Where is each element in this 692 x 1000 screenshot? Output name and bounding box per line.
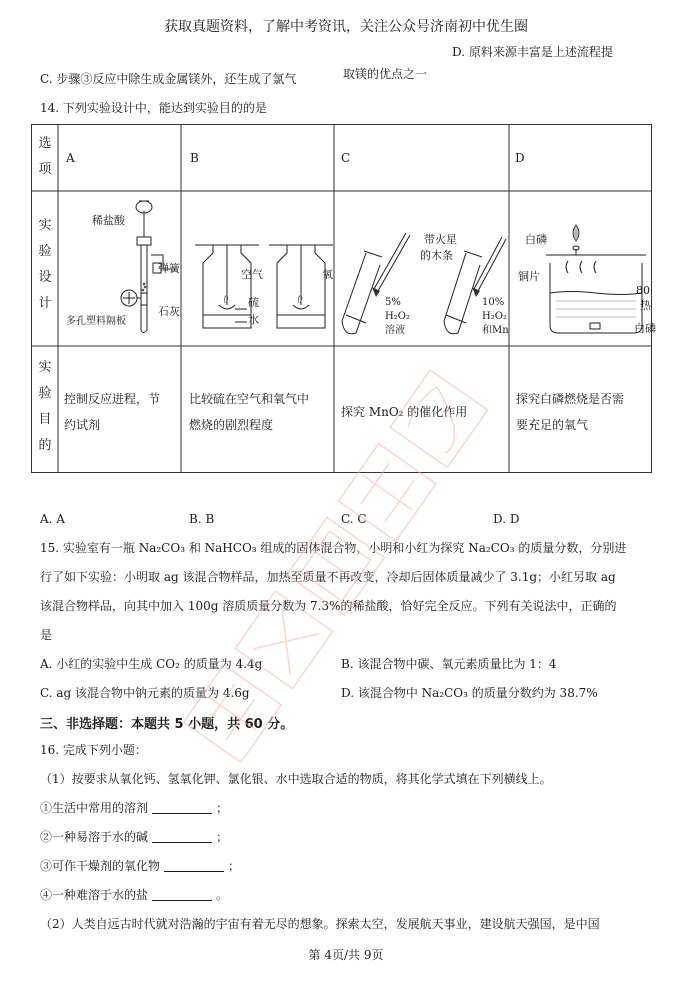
purpose-a-line1: 控制反应进程，节	[64, 392, 161, 406]
diagram-a-label-plate: 多孔塑料隔板	[66, 316, 126, 327]
q14-header-label: 选项	[38, 136, 52, 177]
diagram-d-label-copper: 铜片	[518, 270, 540, 283]
q16-blank-4	[40, 888, 228, 903]
diagram-b-label-water: 水	[248, 313, 259, 326]
diagram-d-label-phosphorus: 白磷	[525, 233, 547, 246]
q15-option-b: B. 该混合物中碳、氧元素质量比为 1：4	[341, 657, 557, 671]
diagram-c-label-splint2: 的木条	[420, 249, 453, 262]
diagram-c-right-percent: 10%	[482, 297, 505, 308]
diagram-c-left-formula: H₂O₂	[385, 311, 410, 322]
section-3-heading: 三、非选择题：本题共 5 小题，共 60 分。	[40, 717, 294, 732]
q16-blank-4-end: 。	[216, 888, 229, 902]
diagram-d-label-temp: 80	[636, 284, 650, 297]
q16-blank-3	[40, 859, 240, 874]
prev-option-d-line1: D. 原料来源丰富是上述流程提	[452, 45, 613, 59]
q16-blank-1	[40, 801, 228, 816]
q14-answer-b: B. B	[189, 512, 215, 526]
q16-blank-1-text: ①生活中常用的溶剂	[40, 801, 149, 815]
q14-answer-d: D. D	[493, 512, 520, 526]
diagram-c-right-formula: H₂O₂	[482, 311, 507, 322]
q14-stem: 14. 下列实验设计中，能达到实验目的的是	[40, 101, 267, 115]
q14-design-label: 实验设计	[38, 218, 52, 311]
q16-blank-2-end: ；	[216, 830, 229, 844]
q14-col-a: A	[66, 151, 75, 165]
page-footer: 第 4页/共 9页	[308, 948, 384, 962]
q15-option-c: C. ag 该混合物中钠元素的质量为 4.6g	[40, 686, 250, 700]
q15-option-a: A. 小红的实验中生成 CO₂ 的质量为 4.4g	[40, 657, 263, 671]
diagram-b-label-sulfur: 硫	[248, 296, 259, 309]
q14-col-d: D	[515, 151, 525, 165]
prev-option-c: C. 步骤③反应中除生成金属镁外，还生成了氯气	[40, 72, 297, 86]
q14-purpose-label: 实验目的	[38, 360, 52, 453]
answer-blank-3[interactable]	[164, 859, 224, 872]
diagram-c-label-splint1: 带火星	[424, 233, 457, 246]
answer-blank-4[interactable]	[152, 888, 212, 901]
q14-answer-a: A. A	[40, 512, 65, 526]
q14-col-b: B	[190, 151, 199, 165]
answer-blank-2[interactable]	[152, 830, 212, 843]
purpose-d-line2: 要充足的氧气	[516, 418, 589, 432]
purpose-b-line2: 燃烧的剧烈程度	[189, 418, 274, 432]
diagram-c-left-percent: 5%	[385, 297, 401, 308]
diagram-c-left-solution: 溶液	[385, 325, 405, 336]
q16-blank-2	[40, 830, 228, 845]
purpose-d-line1: 探究白磷燃烧是否需	[516, 392, 625, 406]
q15-option-d: D. 该混合物中 Na₂CO₃ 的质量分数约为 38.7%	[341, 686, 598, 700]
diagram-b-label-oxygen: 氧	[322, 268, 333, 281]
q16-sub1: （1）按要求从氧化钙、氢氧化钾、氯化银、水中选取合适的物质，将其化学式填在下列横线上。	[40, 772, 552, 786]
q16-sub2: （2）人类自远古时代就对浩瀚的宇宙有着无尽的想象。探索太空，发展航天事业，建设航天强国，是中国	[40, 917, 600, 931]
purpose-c: 探究 MnO₂ 的催化作用	[341, 405, 468, 419]
q16-blank-4-text: ④一种难溶于水的盐	[40, 888, 149, 902]
purpose-a-line2: 约试剂	[64, 418, 101, 432]
q15-line3: 该混合物样品，向其中加入 100g 溶质质量分数为 7.3%的稀盐酸，恰好完全反应。下列有关说法中，正确的	[40, 599, 617, 613]
q16-blank-3-end: ；	[228, 859, 241, 873]
diagram-b-label-air: 空气	[241, 268, 263, 281]
prev-option-d-line2: 取镁的优点之一	[343, 67, 428, 81]
q15-line1: 15. 实验室有一瓶 Na₂CO₃ 和 NaHCO₃ 组成的固体混合物，小明和小红为探究 Na₂CO₃ 的质量分数，分别进	[40, 541, 627, 555]
answer-blank-1[interactable]	[152, 801, 212, 814]
diagram-d-label-phosphorus2: 白磷	[634, 322, 656, 335]
diagram-a-label-clip: 弹簧	[158, 262, 180, 275]
q16-blank-3-text: ③可作干燥剂的氧化物	[40, 859, 161, 873]
diagram-c-right-mix: 和Mn	[482, 325, 509, 336]
q14-answer-c: C. C	[341, 512, 367, 526]
diagram-d-beaker	[510, 193, 652, 343]
q15-line2: 行了如下实验：小明取 ag 该混合物样品，加热至质量不再改变，冷却后固体质量减少了 3.1g；小红另取 ag	[40, 570, 616, 584]
q16-blank-1-end: ；	[216, 801, 229, 815]
page-header: 获取真题资料，了解中考资讯，关注公众号济南初中优生圈	[164, 19, 528, 35]
q15-line4: 是	[40, 628, 53, 642]
purpose-b-line1: 比较硫在空气和氧气中	[189, 392, 310, 406]
q16-blank-2-text: ②一种易溶于水的碱	[40, 830, 149, 844]
diagram-d-label-hot: 热	[640, 299, 651, 312]
q14-col-c: C	[341, 151, 351, 165]
diagram-a-label-acid: 稀盐酸	[92, 214, 125, 227]
diagram-a-label-limestone: 石灰	[158, 305, 180, 318]
q16-stem: 16. 完成下列小题：	[40, 743, 147, 757]
